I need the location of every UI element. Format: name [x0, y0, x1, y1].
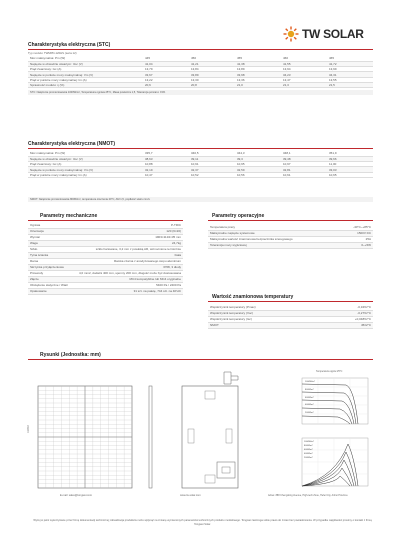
cell-value: 13,22 [143, 77, 189, 82]
row-label: Prąd zwarciowy: Isc (A) [28, 67, 143, 72]
cell-value: 39,48 [281, 156, 327, 161]
cell-value: 33,03 [327, 167, 373, 172]
graph1-legend [305, 379, 315, 418]
cell-value: 13,79 [143, 67, 189, 72]
cell-value: IP68, 3 diody [68, 264, 183, 270]
footer-disclaimer: Wyżej w pełni wykorzystane przez firmę dokumentacji technicznej; Aktualizacja produktów może wpłynąć na zmianę wymienionych parametrów technicznych produktu modułowego. Tongwei zastrzega sobie prawo do zmian bez powiadomienia. W przypadku wątpliwości prosimy o kontakt z firmą Tongwei Solar. [33, 519, 372, 526]
table-row [28, 288, 183, 294]
cell-value: 13,55 [327, 77, 373, 82]
hole-detail-drawing [215, 460, 237, 480]
cell-value: 1500V DC [328, 230, 373, 236]
cell-value: P-TRIC [68, 222, 183, 228]
cell-value: 10,61 [281, 172, 327, 177]
cell-value: 41,04 [143, 61, 189, 66]
cell-value: 13,89 [235, 67, 281, 72]
graph2-legend-item: 800W/m² [304, 445, 313, 447]
row-label: Napięcie w obwodzie otwartym: Voc (V) [28, 61, 143, 66]
cell-value: 13,36 [235, 77, 281, 82]
cell-value: 33,89 [189, 72, 235, 77]
row-label: Współczynnik temperatury (Isc) [208, 316, 328, 322]
row-label: Skrzynka przyłączeniowa [28, 264, 68, 270]
cell-value: 348,1 [281, 151, 327, 156]
cell-value: 11,00 [327, 162, 373, 167]
cell-value: -0,34%/°C [328, 304, 373, 310]
cell-value: 10,91 [189, 162, 235, 167]
cell-value: 41,55 [281, 61, 327, 66]
cell-value: 31 szt. na paletę, 744 szt. na 40'HC [68, 288, 183, 294]
row-label: Moc maksymalna: Pm (W) [28, 151, 143, 156]
mech-title: Parametry mechaniczne [40, 213, 98, 219]
row-label: NMOT [208, 322, 328, 328]
cell-value: 21,0 [235, 82, 281, 87]
cell-value: 10,52 [189, 172, 235, 177]
iv-graph1-title: Temperatura ogniw 25°C [316, 370, 343, 373]
drawings-divider [28, 359, 373, 360]
nmot-title: Charakterystyka elektryczna (NMOT) [28, 141, 115, 147]
module-front-drawing [34, 384, 134, 490]
row-label: Maksymalna wartość znamionowa bezpiecznika szeregowego [208, 236, 328, 242]
row-label: Orientacja [28, 228, 68, 234]
row-label: Przewody [28, 270, 68, 276]
cell-value: 20,6 [143, 82, 189, 87]
frame-detail-drawing [221, 370, 241, 386]
cell-value: 21,3 [281, 82, 327, 87]
graph2-legend-item: 1000W/m² [304, 441, 314, 443]
mech-table [28, 222, 183, 295]
table-row [208, 242, 373, 248]
module-side-drawing [148, 384, 154, 490]
cell-value: 13,99 [327, 67, 373, 72]
graph1-legend-item: 200W/m² [305, 412, 314, 415]
graph1-legend-item: 1000W/m² [305, 381, 315, 383]
cell-value: 351,9 [327, 151, 373, 156]
cell-value: 41,72 [327, 61, 373, 66]
cell-value: 460 [281, 56, 327, 61]
graph2-legend-item: 200W/m² [304, 457, 313, 459]
row-label: Tolerancja mocy wyjściowej [208, 242, 328, 248]
cell-value: Ramka czarna z anodyzowanego stopu aluminium [68, 258, 183, 264]
row-label: Tylna ścianka [28, 252, 68, 258]
cell-value: 39,11 [189, 156, 235, 161]
cell-value: 10,65 [327, 172, 373, 177]
cell-value: 39,66 [327, 156, 373, 161]
cell-value: 335,7 [143, 151, 189, 156]
row-label: Temperatura pracy [208, 224, 328, 230]
mech-divider [28, 220, 183, 221]
cell-value: 38,63 [143, 156, 189, 161]
oper-title: Parametry operacyjne [212, 213, 265, 219]
oper-divider [208, 220, 373, 221]
stc-title: Charakterystyka elektryczna (STC) [28, 42, 111, 48]
cell-value: 13,47 [281, 77, 327, 82]
cell-value: 10,56 [235, 172, 281, 177]
nmot-note: NMOT: Natężenie promieniowania 800W/m², temperatura otoczenia 20°C, AM 1,5, prędkość wiatru 1m/s [28, 197, 373, 202]
contact-email: E-mail: sales@tongwei.com [60, 494, 93, 497]
row-label: Współczynnik temperatury (Pmax) [208, 304, 328, 310]
cell-value: 20,8 [189, 82, 235, 87]
table-row [28, 82, 373, 87]
cell-value: 33,98 [235, 72, 281, 77]
cell-value: 13,94 [281, 67, 327, 72]
stc-type-label: Typ modułu: TWMPD-120HS (seria 12) [28, 51, 77, 55]
cell-value: 13,30 [189, 77, 235, 82]
cell-value: 13,84 [189, 67, 235, 72]
row-label: Maksymalne napięcie systemowe [208, 230, 328, 236]
cell-value: 34,31 [327, 72, 373, 77]
row-label: Rama [28, 258, 68, 264]
brand-name: TW SOLAR [302, 27, 364, 41]
row-label: Napięcie w punkcie mocy maksymalnej: Vm (V) [28, 72, 143, 77]
cell-value: -0,27%/°C [328, 310, 373, 316]
table-row [28, 172, 373, 177]
cell-value: 10,88 [143, 162, 189, 167]
cell-value: 0~+5W [328, 242, 373, 248]
graph2-legend-item: 600W/m² [304, 449, 313, 451]
row-label: Napięcie w punkcie mocy maksymalnej: Vm (V) [28, 167, 143, 172]
cell-value: 32,37 [189, 167, 235, 172]
cell-value: 4,0 mm2, dodatni 400 mm, ujemny 200 mm, długość może być dostosowana [68, 270, 183, 276]
row-label: Moc maksymalna: Pm (W) [28, 56, 143, 61]
cell-value: 455 [235, 56, 281, 61]
table-row [208, 322, 373, 328]
row-label: Obciążenie statyczne / Wiatr [30, 283, 68, 287]
cell-value: 32,19 [143, 167, 189, 172]
cell-value: 41,21 [189, 61, 235, 66]
cell-value: 450 [189, 56, 235, 61]
row-label: Sprawność modułu: η (%) [28, 82, 143, 87]
cell-value: 39,3 [235, 156, 281, 161]
brand-logo [283, 26, 364, 42]
cell-value: biała [68, 252, 183, 258]
module-height-dimension: 1903±2 [27, 425, 30, 433]
cell-value: 445 [143, 56, 189, 61]
oper-table [208, 224, 373, 249]
cell-value: 340,5 [189, 151, 235, 156]
row-label: Współczynnik temperatury (Voc) [208, 310, 328, 316]
cell-value: 32,59 [235, 167, 281, 172]
graph1-legend-item: 800W/m² [305, 388, 314, 391]
cell-value: 10,47 [143, 172, 189, 177]
cell-value: 10,97 [281, 162, 327, 167]
cell-value: 24,7kg [68, 240, 183, 246]
cell-value: 120 (6×20) [68, 228, 183, 234]
row-label: Wymiar [28, 234, 68, 240]
graph1-legend-item: 400W/m² [305, 404, 314, 407]
row-label: Prąd w punkcie mocy maksymalnej: Im (A) [28, 172, 143, 177]
row-label: Opakowanie [28, 288, 68, 294]
stc-table [28, 56, 373, 88]
sun-logo-icon [283, 26, 299, 42]
temp-title: Wartość znamionowa temperatury [212, 294, 294, 300]
cell-value: 465 [327, 56, 373, 61]
cell-value: -40°C~+85°C [328, 224, 373, 230]
temp-table [208, 304, 373, 329]
graph2-legend [304, 440, 314, 460]
cell-value: 21,5 [327, 82, 373, 87]
graph1-legend-item: 600W/m² [305, 396, 314, 399]
cell-value: 344,3 [235, 151, 281, 156]
row-label: Prąd zwarciowy: Isc (A) [28, 162, 143, 167]
website: www.tw-solar.com [180, 494, 201, 497]
row-label: Waga [28, 240, 68, 246]
stc-divider [28, 49, 373, 50]
temp-divider [208, 301, 373, 302]
cell-value: 32,81 [281, 167, 327, 172]
cell-value: 45±2°C [328, 322, 373, 328]
row-label: Szkło [28, 246, 68, 252]
cell-value: 34,23 [281, 72, 327, 77]
drawings-title: Rysunki (Jednostka: mm) [40, 352, 101, 358]
cell-value: 1903×1134×35 mm [68, 234, 183, 240]
cell-value: 5400 Pa / 2400 Pa [68, 282, 183, 288]
row-label: Prąd w punkcie mocy maksymalnej: Im (A) [28, 77, 143, 82]
cell-value: 33,67 [143, 72, 189, 77]
stc-note: STC: Natężenie promieniowania 1000W/m², Temperatura ogniwa 25°C, Masa powietrza 1,5, Tolerancja pomiaru: ±3% [28, 90, 373, 95]
row-label: Złącze [28, 276, 68, 282]
address: Adres: 888 Chengdong Avenue, High-tech Zone, Hefei City, Anhui Province [268, 494, 348, 497]
cell-value: +0,048%/°C [328, 316, 373, 322]
row-label: Napięcie w obwodzie otwartym: Voc (V) [28, 156, 143, 161]
graph2-legend-item: 400W/m² [304, 453, 313, 455]
nmot-table [28, 151, 373, 178]
cell-value: MC4 kompatybilne lub MC4 oryginalne [68, 276, 183, 282]
cell-value: szkło hartowane, 3,2 mm z powłoką AR, wzmocnione termicznie [68, 246, 183, 252]
cell-value: 41,38 [235, 61, 281, 66]
cell-value: 25A [328, 236, 373, 242]
nmot-divider [28, 148, 373, 149]
row-label: Ogniwa [28, 222, 68, 228]
cell-value: 10,95 [235, 162, 281, 167]
